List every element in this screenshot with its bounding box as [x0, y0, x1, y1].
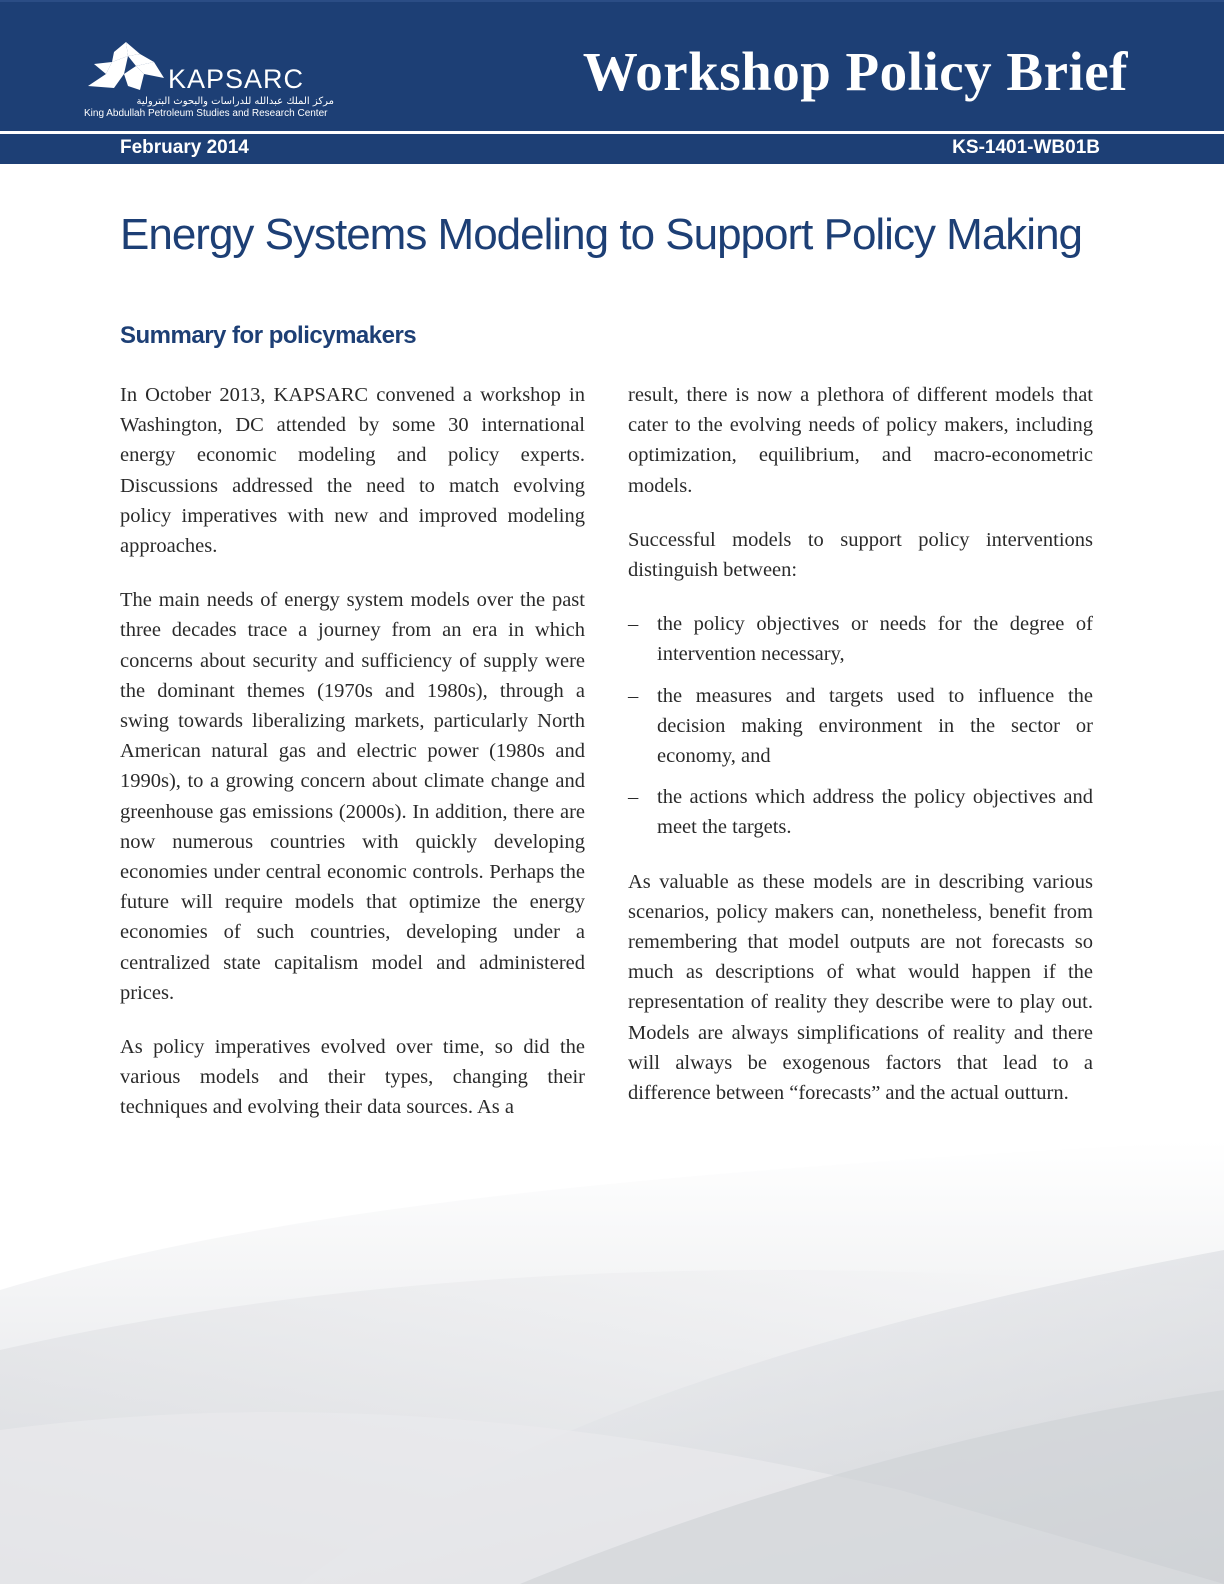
decorative-background-waves	[0, 1130, 1224, 1584]
list-item-text: the policy objectives or needs for the degree of intervention necessary,	[657, 613, 1093, 666]
logo-mark-icon	[84, 40, 168, 94]
list-item-text: the actions which address the policy objectives and meet the targets.	[657, 786, 1093, 839]
paragraph: result, there is now a plethora of different models that cater to the evolving needs of policy makers, including optimization, equilibrium, and macro-econometric models.	[628, 384, 1093, 497]
brief-title: Workshop Policy Brief	[582, 41, 1128, 102]
bullet-dash-icon: –	[628, 684, 639, 707]
paragraph: Successful models to support policy interventions distinguish between:	[628, 528, 1093, 582]
paragraph: In October 2013, KAPSARC convened a workshop in Washington, DC attended by some 30 international energy economic modeling and policy experts. Discussions addressed the need to match evolving policy imperatives with new and improved modeling approaches.	[120, 384, 585, 558]
list-item	[628, 609, 1093, 669]
left-column	[120, 380, 585, 1147]
right-column	[628, 380, 1093, 1132]
kapsarc-logo	[84, 40, 344, 120]
bullet-dash-icon: –	[628, 613, 639, 636]
date-code-bar	[0, 134, 1224, 164]
list-item	[628, 782, 1093, 842]
bullet-list	[628, 609, 1093, 842]
header-banner	[0, 0, 1224, 133]
paragraph: As policy imperatives evolved over time, so did the various models and their types, changing their techniques and evolving their data sources. As a	[120, 1036, 585, 1119]
list-item	[628, 681, 1093, 772]
document-code: KS-1401-WB01B	[952, 137, 1100, 158]
logo-name: KAPSARC	[168, 64, 305, 94]
section-heading: Summary for policymakers	[120, 322, 417, 349]
paragraph: As valuable as these models are in describing various scenarios, policy makers can, nonetheless, benefit from remembering that model outputs are not forecasts so much as descriptions of what would happen if the representation of reality they describe were to play out. Models are always simplifications of reality and there will always be exogenous factors that lead to a difference between “forecasts” and the actual outturn.	[628, 870, 1093, 1105]
publication-date: February 2014	[120, 137, 249, 158]
logo-english-text: King Abdullah Petroleum Studies and Research Center	[84, 108, 328, 119]
list-item-text: the measures and targets used to influence the decision making environment in the sector or economy, and	[657, 684, 1093, 768]
bullet-dash-icon: –	[628, 786, 639, 809]
paragraph: The main needs of energy system models over the past three decades trace a journey from an era in which concerns about security and sufficiency of supply were the dominant themes (1970s and 1980s), through a swing towards liberalizing markets, particularly North American natural gas and electric power (1980s and 1990s), to a growing concern about climate change and greenhouse gas emissions (2000s). In addition, there are now numerous countries with quickly developing economies under central economic controls. Perhaps the future will require models that optimize the energy economies of such countries, developing under a centralized state capitalism model and administered prices.	[120, 589, 585, 1004]
page-title: Energy Systems Modeling to Support Policy Making	[120, 210, 1083, 259]
logo-arabic-text: مركز الملك عبدالله للدراسات والبحوث البترولية	[136, 96, 334, 107]
